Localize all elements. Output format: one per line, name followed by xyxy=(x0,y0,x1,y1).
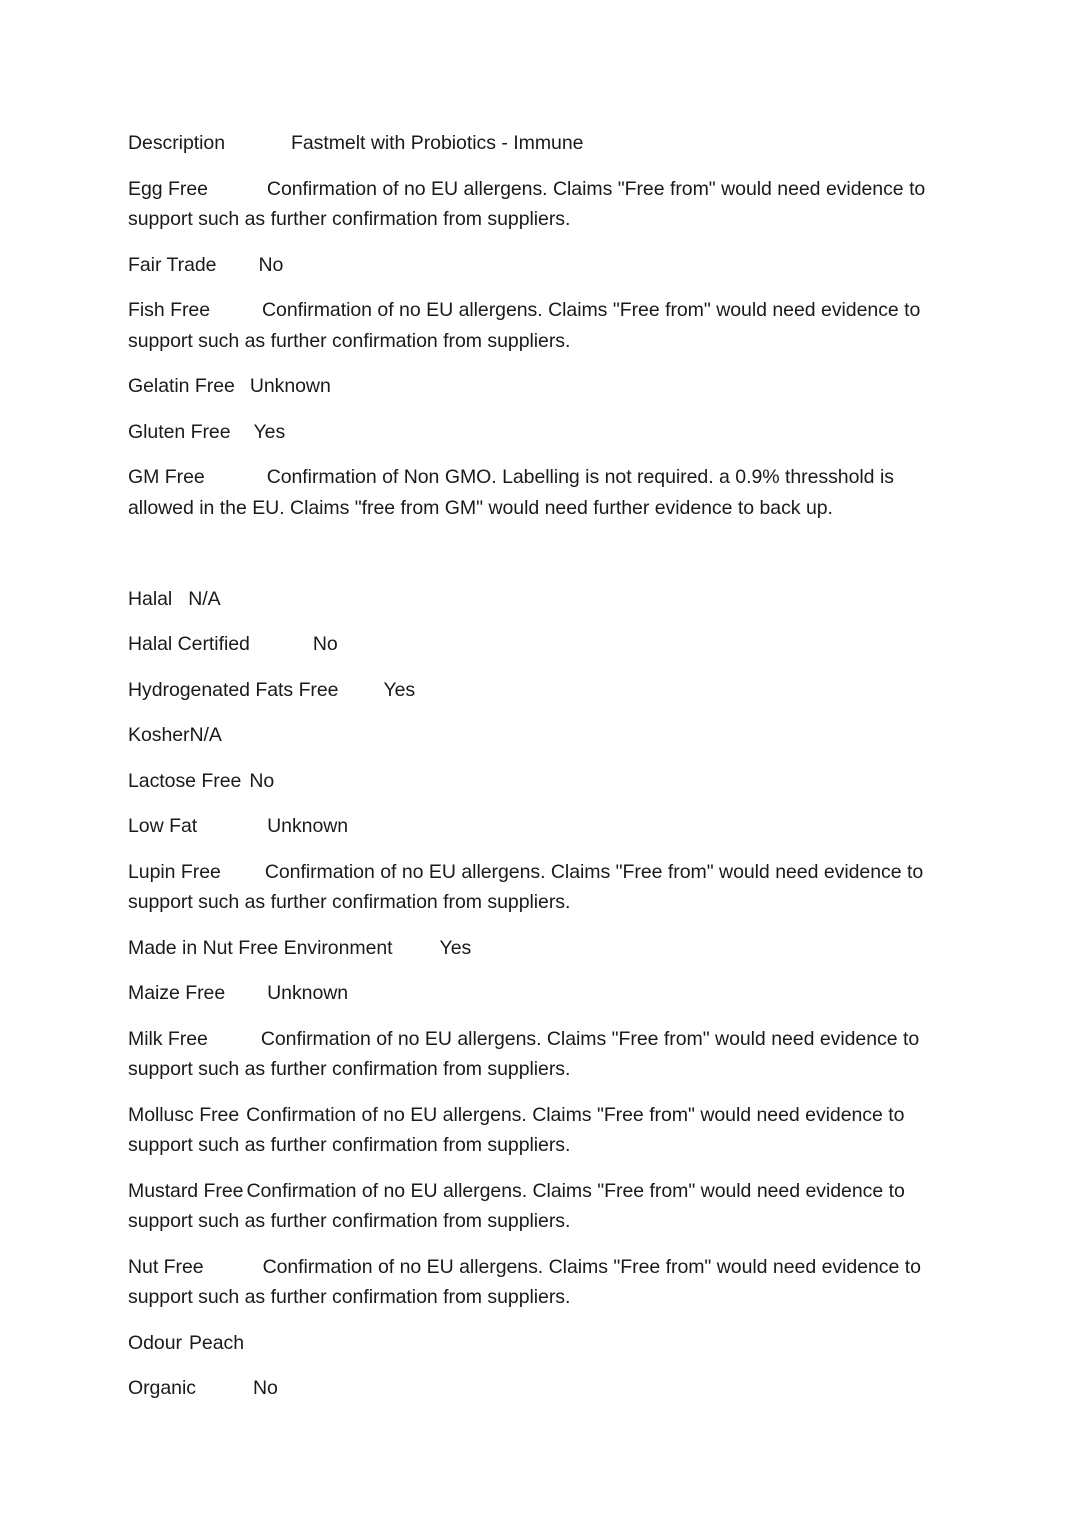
attribute-label: Halal Certified xyxy=(128,633,250,655)
tab-spacer xyxy=(221,877,265,878)
tab-spacer xyxy=(338,695,383,696)
tab-spacer xyxy=(210,315,262,316)
attribute-label: Gluten Free xyxy=(128,420,231,443)
attribute-row xyxy=(128,857,948,918)
attribute-label: Egg Free xyxy=(128,177,208,200)
attribute-row xyxy=(128,1176,948,1237)
attribute-label: Mollusc Free xyxy=(128,1103,240,1126)
attribute-label: GM Free xyxy=(128,466,205,488)
attribute-row xyxy=(128,371,948,402)
attribute-row xyxy=(128,417,948,448)
attribute-label: Gelatin Free xyxy=(128,375,235,397)
attribute-row xyxy=(128,584,948,615)
attribute-value: Confirmation of no EU allergens. Claims "Free from" would need evidence to support such as further confirmation from suppliers. xyxy=(128,1179,905,1232)
tab-spacer xyxy=(393,953,440,954)
attribute-label: Fish Free xyxy=(128,299,211,321)
attribute-row xyxy=(128,811,948,842)
attribute-value: No xyxy=(249,769,275,792)
attribute-label: Odour xyxy=(128,1331,182,1354)
attribute-row xyxy=(128,720,948,751)
attribute-value: N/A xyxy=(189,724,222,746)
tab-spacer xyxy=(172,604,188,605)
attribute-value: Yes xyxy=(439,936,472,959)
tab-spacer xyxy=(225,998,267,999)
attribute-label: Mustard Free xyxy=(128,1179,244,1202)
attribute-label: Lactose Free xyxy=(128,769,242,792)
attribute-label: Kosher xyxy=(128,724,190,746)
attribute-value: Peach xyxy=(188,1331,244,1354)
tab-spacer xyxy=(235,391,250,392)
attribute-label: Hydrogenated Fats Free xyxy=(128,678,339,701)
attribute-value: Confirmation of no EU allergens. Claims "Free from" would need evidence to support such as further confirmation from suppliers. xyxy=(128,860,924,913)
tab-spacer xyxy=(196,1393,253,1394)
attribute-value: Fastmelt with Probiotics - Immune xyxy=(291,132,584,154)
attribute-row xyxy=(128,1373,948,1404)
attribute-label: Nut Free xyxy=(128,1255,204,1278)
tab-spacer xyxy=(250,649,313,650)
attribute-value: Confirmation of no EU allergens. Claims "Free from" would need evidence to support such as further confirmation from suppliers. xyxy=(128,1103,905,1156)
tab-spacer xyxy=(205,482,267,483)
attribute-label: Low Fat xyxy=(128,815,198,837)
tab-spacer xyxy=(197,831,267,832)
attribute-row xyxy=(128,978,948,1009)
attribute-value: Confirmation of no EU allergens. Claims "Free from" would need evidence to support such as further confirmation from suppliers. xyxy=(128,1027,920,1080)
attribute-label: Halal xyxy=(128,587,173,610)
attribute-label: Fair Trade xyxy=(128,253,217,276)
tab-spacer xyxy=(204,1272,263,1273)
attribute-row xyxy=(128,250,948,281)
attribute-label: Description xyxy=(128,132,225,154)
attribute-row xyxy=(128,128,948,159)
tab-spacer xyxy=(231,437,254,438)
tab-spacer xyxy=(216,270,258,271)
attribute-value: Unknown xyxy=(267,815,349,837)
attribute-value: Confirmation of no EU allergens. Claims "Free from" would need evidence to support such as further confirmation from suppliers. xyxy=(128,1255,921,1308)
attribute-label: Maize Free xyxy=(128,982,226,1004)
attribute-row xyxy=(128,1024,948,1085)
attribute-value: Confirmation of Non GMO. Labelling is not required. a 0.9% thresshold is allowed in the EU. Claims "free from GM" would need further evidence to back up. xyxy=(128,466,894,519)
attribute-row xyxy=(128,295,948,356)
attribute-value: Unknown xyxy=(267,982,349,1004)
tab-spacer xyxy=(208,194,267,195)
attribute-list xyxy=(128,128,948,1404)
tab-spacer xyxy=(182,1348,189,1349)
tab-spacer xyxy=(225,148,291,149)
attribute-row xyxy=(128,174,948,235)
attribute-value: Confirmation of no EU allergens. Claims "Free from" would need evidence to support such as further confirmation from suppliers. xyxy=(128,299,921,352)
attribute-row xyxy=(128,1252,948,1313)
attribute-value: Yes xyxy=(253,420,286,443)
attribute-label: Made in Nut Free Environment xyxy=(128,936,393,959)
attribute-row xyxy=(128,1100,948,1161)
attribute-value: No xyxy=(258,253,284,276)
attribute-row xyxy=(128,1328,948,1359)
attribute-label: Lupin Free xyxy=(128,860,221,883)
attribute-row xyxy=(128,462,948,523)
attribute-label: Milk Free xyxy=(128,1027,208,1050)
attribute-row xyxy=(128,629,948,660)
attribute-row xyxy=(128,933,948,964)
attribute-value: No xyxy=(312,633,338,655)
paragraph-spacer xyxy=(128,538,948,569)
attribute-row xyxy=(128,766,948,797)
attribute-value: Yes xyxy=(383,678,416,701)
attribute-label: Organic xyxy=(128,1377,196,1399)
attribute-value: N/A xyxy=(188,587,221,610)
attribute-value: No xyxy=(252,1377,278,1399)
attribute-value: Unknown xyxy=(249,375,331,397)
tab-spacer xyxy=(208,1044,261,1045)
attribute-row xyxy=(128,675,948,706)
attribute-value: Confirmation of no EU allergens. Claims "Free from" would need evidence to support such as further confirmation from suppliers. xyxy=(128,177,926,230)
